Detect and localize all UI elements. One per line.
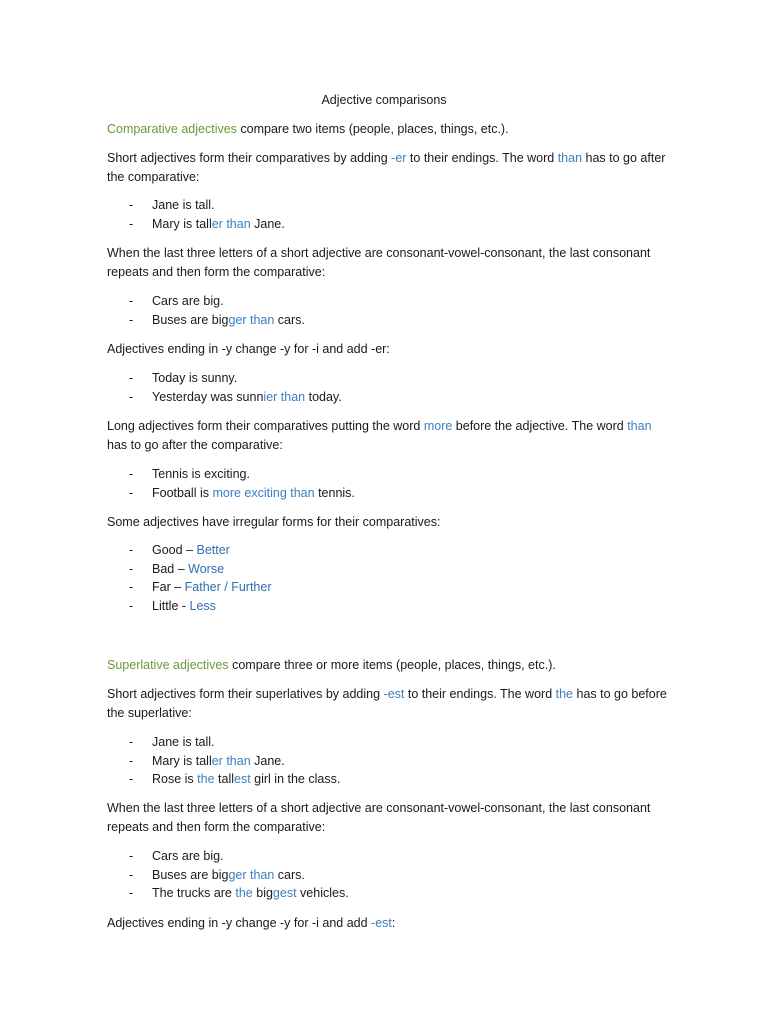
list-item: - Tennis is exciting. [129,467,250,481]
comparative-rule-cvc: When the last three letters of a short adjective are consonant-vowel-consonant, the last consonant repeats and then form the comparative: [107,246,651,279]
comparative-examples-y [107,369,667,406]
page-title: Adjective comparisons [321,93,447,107]
list-item: - Yesterday was sunnier than today. [129,389,342,404]
list-item: - Today is sunny. [129,371,238,385]
superlative-term: Superlative adjectives [107,658,229,672]
list-item: - Buses are bigger than cars. [129,312,305,327]
list-item: - Good – Better [129,543,230,557]
list-item: - Football is more exciting than tennis. [129,485,355,500]
list-item: - Jane is tall. [129,735,215,749]
comparative-examples-short [107,196,667,233]
superlative-rule-y: Adjectives ending in -y change -y for -i and add -est: [107,916,396,930]
superlative-intro: Superlative adjectives compare three or more items (people, places, things, etc.). [107,658,556,672]
list-item: - Far – Father / Further [129,580,272,595]
list-item: - Mary is taller than Jane. [129,216,285,231]
comparative-examples-cvc [107,292,667,329]
list-item: - Mary is taller than Jane. [129,753,285,768]
comparative-rule-irregular: Some adjectives have irregular forms for their comparatives: [107,515,441,529]
list-item: - Rose is the tallest girl in the class. [129,772,341,787]
comparative-rule-y: Adjectives ending in -y change -y for -i and add -er: [107,342,390,356]
irregular-list [107,541,667,615]
comparative-rule-long: Long adjectives form their comparatives putting the word more before the adjective. The word than has to go after the comparative: [107,419,652,452]
comparative-examples-long [107,465,667,502]
list-item: - Bad – Worse [129,561,225,576]
list-item: - Buses are bigger than cars. [129,867,305,882]
list-item: - Jane is tall. [129,198,215,212]
superlative-examples-short [107,733,667,789]
comparative-intro: Comparative adjectives compare two items (people, places, things, etc.). [107,122,509,136]
comparative-rule-short: Short adjectives form their comparatives by adding -er to their endings. The word than has to go after the comparative: [107,151,666,184]
list-item: - The trucks are the biggest vehicles. [129,886,349,901]
list-item: - Little - Less [129,598,216,613]
superlative-rule-cvc: When the last three letters of a short adjective are consonant-vowel-consonant, the last consonant repeats and then form the comparative: [107,801,651,834]
comparative-term: Comparative adjectives [107,122,237,136]
superlative-rule-short: Short adjectives form their superlatives by adding -est to their endings. The word the has to go before the superlative: [107,687,667,720]
list-item: - Cars are big. [129,294,224,308]
superlative-examples-cvc [107,847,667,903]
list-item: - Cars are big. [129,849,224,863]
